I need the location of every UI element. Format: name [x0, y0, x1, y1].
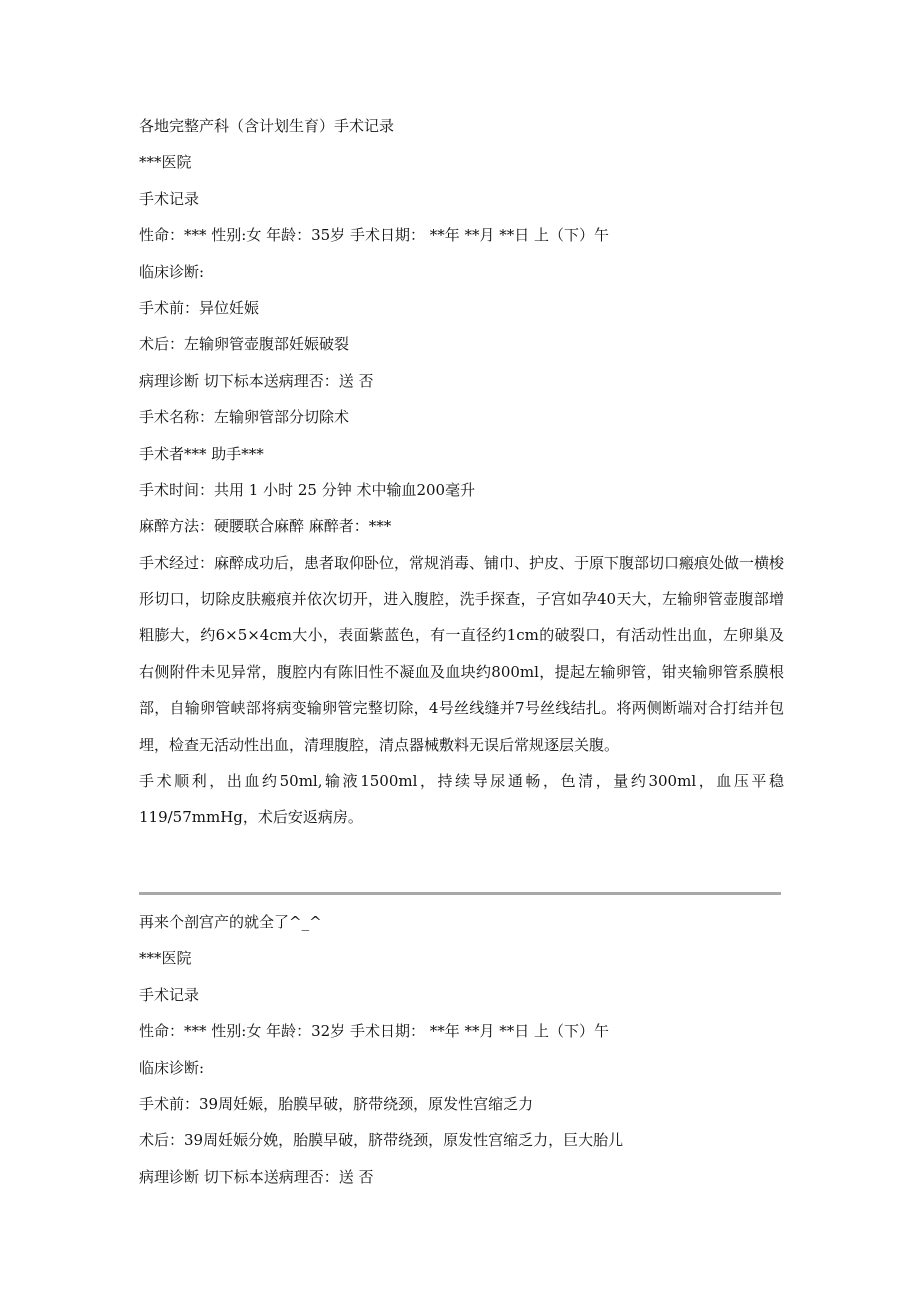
record-section-1	[139, 116, 784, 836]
surgeons: 手术者*** 助手***	[139, 444, 264, 463]
operation-duration: 手术时间：共用 1 小时 25 分钟 术中输血200毫升	[139, 480, 476, 499]
post-op-diagnosis: 术后：左输卵管壶腹部妊娠破裂	[139, 335, 350, 354]
section2-intro: 再来个剖宫产的就全了^_^	[139, 913, 322, 931]
document-title: 各地完整产科（含计划生育）手术记录	[139, 117, 395, 135]
hospital-name: ***医院	[139, 949, 192, 968]
pre-op-diagnosis: 手术前：39周妊娠，胎膜早破，脐带绕颈，原发性宫缩乏力	[139, 1094, 534, 1113]
patient-info: 性命：*** 性别:女 年龄：35岁 手术日期： **年 **月 **日 上（下）午	[139, 226, 610, 245]
post-op-diagnosis: 术后：39周妊娠分娩，胎膜早破，脐带绕颈，原发性宫缩乏力，巨大胎儿	[139, 1131, 624, 1150]
record-section-2	[139, 912, 784, 1203]
procedure-summary: 手术顺利，出血约50ml,输液1500ml，持续导尿通畅，色清，量约300ml，血压平稳119/57mmHg，术后安返病房。	[139, 771, 784, 827]
record-heading: 手术记录	[139, 985, 200, 1004]
clinical-diagnosis-label: 临床诊断:	[139, 1058, 205, 1077]
pathology-diagnosis: 病理诊断 切下标本送病理否：送 否	[139, 1167, 374, 1186]
patient-info: 性命：*** 性别:女 年龄：32岁 手术日期： **年 **月 **日 上（下）午	[139, 1022, 610, 1041]
section-divider	[139, 892, 781, 895]
pathology-diagnosis: 病理诊断 切下标本送病理否：送 否	[139, 371, 374, 390]
clinical-diagnosis-label: 临床诊断:	[139, 262, 205, 281]
record-heading: 手术记录	[139, 189, 200, 208]
anesthesia-method: 麻醉方法：硬腰联合麻醉 麻醉者：***	[139, 517, 392, 536]
operation-name: 手术名称：左输卵管部分切除术	[139, 408, 350, 427]
procedure-description: 手术经过：麻醉成功后，患者取仰卧位，常规消毒、铺巾、护皮、于原下腹部切口瘢痕处做一横梭形切口，切除皮肤瘢痕并依次切开，进入腹腔，洗手探查，子宫如孕40天大，左输卵管壶腹部增粗膨大，约6×5×4cm大小，表面紫蓝色，有一直径约1cm的破裂口，有活动性出血，左卵巢及右侧附件未见异常，腹腔内有陈旧性不凝血及血块约800ml，提起左输卵管，钳夹输卵管系膜根部，自输卵管峡部将病变输卵管完整切除，4号丝线缝并7号丝线结扎。将两侧断端对合打结并包埋，检查无活动性出血，清理腹腔，清点器械敷料无误后常规逐层关腹。	[139, 553, 785, 754]
hospital-name: ***医院	[139, 153, 192, 172]
pre-op-diagnosis: 手术前：异位妊娠	[139, 298, 260, 317]
